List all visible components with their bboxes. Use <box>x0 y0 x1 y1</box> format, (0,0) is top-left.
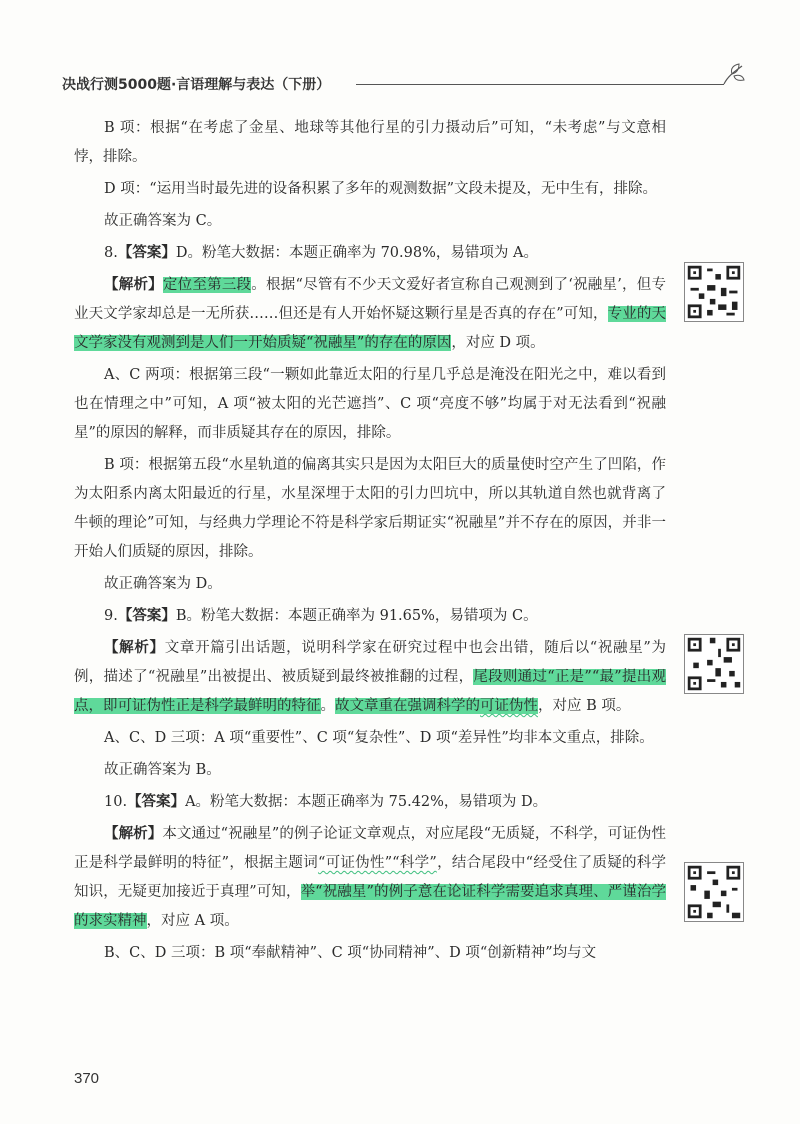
highlight: 专业的天文学家没有观测到是人们一开始质疑“祝融星”的存在的原因 <box>74 306 666 351</box>
q8-number: 8. <box>104 245 118 261</box>
q8-conclusion: 故正确答案为 D。 <box>104 576 222 592</box>
q8-analysis-text: ，对应 D 项。 <box>451 335 545 351</box>
answer-label: 【答案】 <box>117 245 176 261</box>
q10-analysis-text: 本文通过“祝融星”的例子论证文章观点，对应尾段“无质疑，不科学，可证伪性正是科学最鲜明的特征”，根据主题词 <box>74 826 666 871</box>
q9-answer-line <box>74 602 666 631</box>
answer-label: 【答案】 <box>127 794 186 810</box>
q9-analysis <box>74 634 666 721</box>
q8-answer-text: D。粉笔大数据：本题正确率为 70.98%，易错项为 A。 <box>175 245 538 261</box>
answer-label: 【答案】 <box>117 608 176 624</box>
analysis-label: 【解析】 <box>104 640 165 656</box>
qr-code-q9[interactable] <box>684 634 744 694</box>
q8-options-ac: A、C 两项：根据第三段“一颗如此靠近太阳的行星几乎总是淹没在阳光之中，难以看到也在情理之中”可知，A 项“被太阳的光芒遮挡”、C 项“亮度不够”均属于对无法看到“祝融星”的原因的解释，而非质疑其存在的原因，排除。 <box>74 367 666 441</box>
q9-options-acd: A、C、D 三项：A 项“重要性”、C 项“复杂性”、D 项“差异性”均非本文重点，排除。 <box>104 730 654 746</box>
highlight: 尾段则通过“正是”“最”提出观点，即可证伪性正是科学最鲜明的特征 <box>74 669 667 714</box>
paragraph-q7-option-d: D 项：“运用当时最先进的设备积累了多年的观测数据”文段未提及，无中生有，排除。 <box>104 181 658 197</box>
leaf-icon <box>720 62 746 88</box>
q9-analysis-text: 文章开篇引出话题，说明科学家在研究过程中也会出错，随后以“祝融星”为例，描述了“祝融星”出被提出、被质疑到最终被推翻的过程， <box>74 640 667 685</box>
q8-analysis-text: 。根据“尽管有不少天文爱好者宣称自己观测到了‘祝融星’，但专业天文学家却总是一无所获……但还是有人开始怀疑这颗行星是否真的存在”可知， <box>74 277 667 322</box>
highlight: 故文章重在强调科学的 <box>335 698 480 714</box>
q9-analysis-text: 。 <box>320 698 335 714</box>
running-header <box>56 62 746 102</box>
qr-code-q10[interactable] <box>684 862 744 922</box>
q9-analysis-text: ，对应 B 项。 <box>538 698 631 714</box>
q10-options-bcd: B、C、D 三项：B 项“奉献精神”、C 项“协同精神”、D 项“创新精神”均与文 <box>104 945 597 961</box>
q10-answer-text: A。粉笔大数据：本题正确率为 75.42%，易错项为 D。 <box>185 794 548 810</box>
wavy-highlight: 可证伪性 <box>480 698 538 714</box>
q9-conclusion: 故正确答案为 B。 <box>104 762 221 778</box>
analysis-label: 【解析】 <box>104 277 163 293</box>
q10-answer-line <box>74 788 666 817</box>
page-number: 370 <box>74 1070 100 1087</box>
analysis-label: 【解析】 <box>104 826 163 842</box>
highlight: 定位至第三段 <box>162 277 252 293</box>
header-title: 决战行测5000题·言语理解与表达（下册） <box>62 77 331 93</box>
q9-number: 9. <box>104 608 118 624</box>
paragraph-q7-option-b: B 项：根据“在考虑了金星、地球等其他行星的引力摄动后”可知，“未考虑”与文意相悖，排除。 <box>74 120 666 165</box>
q10-analysis-text: ，对应 A 项。 <box>146 913 239 929</box>
q8-option-b: B 项：根据第五段“水星轨道的偏离其实只是因为太阳巨大的质量使时空产生了凹陷，作为太阳系内离太阳最近的行星，水星深埋于太阳的引力凹坑中，所以其轨道自然也就背离了牛顿的理论”可知，与经典力学理论不符是科学家后期证实“祝融星”并不存在的原因，并非一开始人们质疑的原因，排除。 <box>74 457 666 560</box>
q10-number: 10. <box>104 794 128 810</box>
paragraph-q7-conclusion: 故正确答案为 C。 <box>104 213 222 229</box>
q8-answer-line <box>74 239 666 268</box>
q10-analysis-text: ，结合尾段中“经受住了质疑的科学知识，无疑更加接近于真理”可知， <box>74 855 667 900</box>
wavy-underline: “可证伪性”“科学” <box>317 855 437 871</box>
highlight: 举“祝融星”的例子意在论证科学需要追求真理、严谨治学的求实精神 <box>74 884 666 929</box>
q10-analysis <box>74 820 666 936</box>
qr-code-q8[interactable] <box>684 262 744 322</box>
q8-analysis <box>74 271 666 358</box>
header-rule <box>356 84 724 85</box>
answer-content <box>74 114 666 971</box>
q9-answer-text: B。粉笔大数据：本题正确率为 91.65%，易错项为 C。 <box>175 608 538 624</box>
